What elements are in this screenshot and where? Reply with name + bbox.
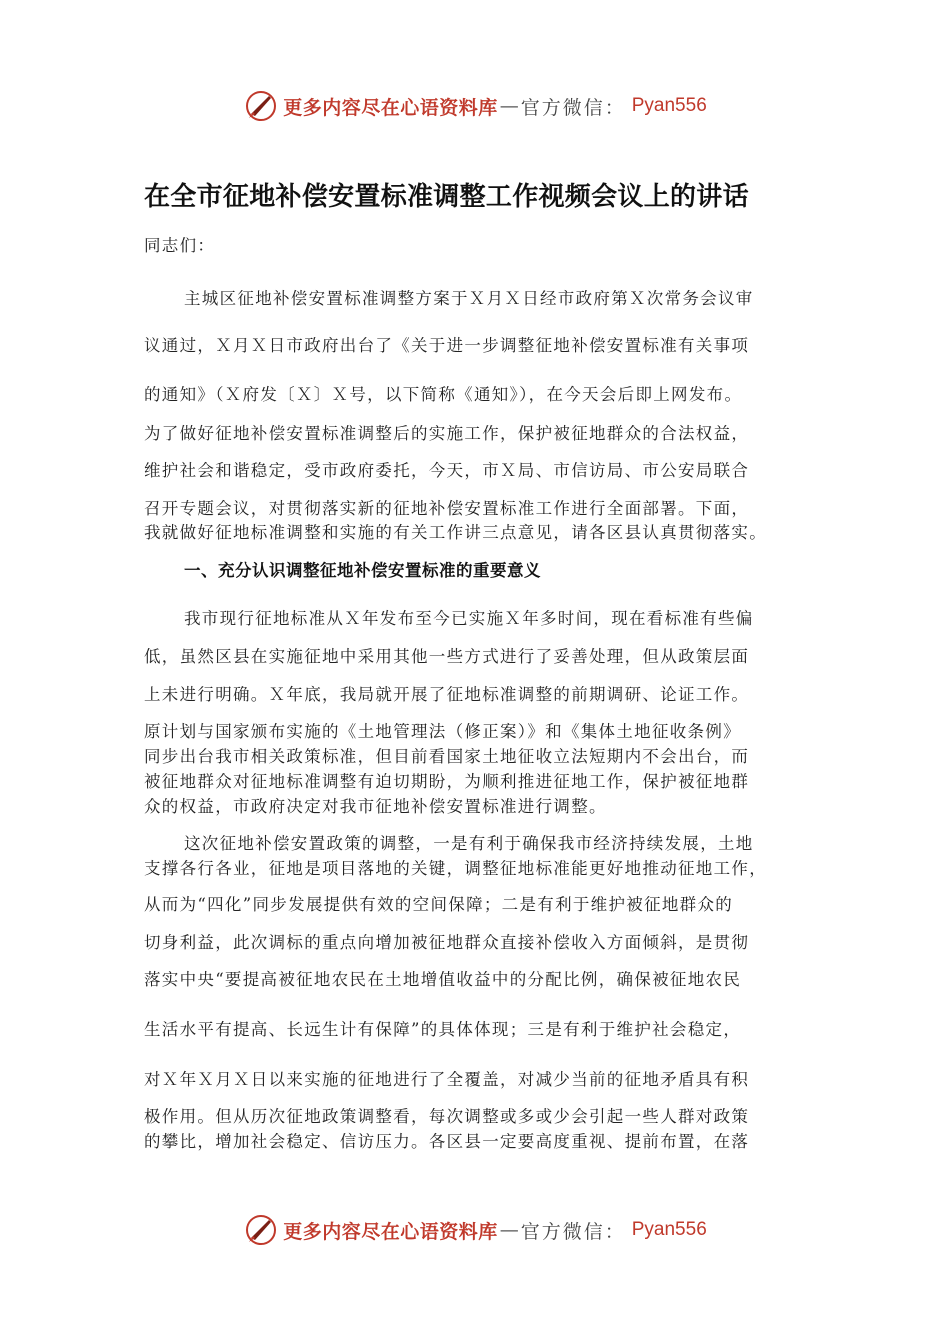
paragraph-line: 议通过，Ｘ月Ｘ日市政府出台了《关于进一步调整征地补偿安置标准有关事项 [144, 336, 750, 355]
paragraph-line: 我市现行征地标准从Ｘ年发布至今已实施Ｘ年多时间，现在看标准有些偏 [184, 609, 754, 628]
banner-label: 官方微信： [520, 1220, 626, 1243]
paragraph-line: 我就做好征地标准调整和实施的有关工作讲三点意见，请各区县认真贯彻落实。 [144, 523, 767, 542]
paragraph-line: 原计划与国家颁布实施的《土地管理法（修正案）》和《集体土地征收条例》 [144, 722, 741, 741]
paragraph-line: 召开专题会议，对贯彻落实新的征地补偿安置标准工作进行全面部署。下面， [144, 499, 750, 518]
paragraph-line: 支撑各行各业，征地是项目落地的关键，调整征地标准能更好地推动征地工作， [144, 859, 767, 878]
paragraph-line: 极作用。但从历次征地政策调整看，每次调整或多或少会引起一些人群对政策 [144, 1107, 750, 1126]
quill-pen-logo-icon [243, 88, 279, 124]
document-title: 在全市征地补偿安置标准调整工作视频会议上的讲话 [144, 182, 749, 212]
banner-dash: — [499, 95, 519, 117]
paragraph-line: 落实中央“要提高被征地农民在土地增值收益中的分配比例，确保被征地农民 [144, 970, 742, 989]
banner-label: 官方微信： [520, 96, 626, 119]
salutation-text: 同志们： [144, 236, 216, 255]
paragraph-line: 为了做好征地补偿安置标准调整后的实施工作，保护被征地群众的合法权益， [144, 424, 750, 443]
banner-main-text: 更多内容尽在心语资料库 [283, 1220, 498, 1243]
paragraph-line: 的攀比，增加社会稳定、信访压力。各区县一定要高度重视、提前布置，在落 [144, 1132, 750, 1151]
paragraph-line: 主城区征地补偿安置标准调整方案于Ｘ月Ｘ日经市政府第Ｘ次常务会议审 [184, 289, 754, 308]
paragraph-line: 上未进行明确。Ｘ年底，我局就开展了征地标准调整的前期调研、论证工作。 [144, 685, 750, 704]
banner-wechat-id: Pyan556 [631, 1219, 707, 1240]
paragraph-line: 这次征地补偿安置政策的调整，一是有利于确保我市经济持续发展，土地 [184, 834, 754, 853]
footer-banner [0, 1210, 950, 1250]
paragraph-line: 的通知》（Ｘ府发〔Ｘ〕Ｘ号，以下简称《通知》），在今天会后即上网发布。 [144, 385, 743, 404]
paragraph-line: 切身利益，此次调标的重点向增加被征地群众直接补偿收入方面倾斜，是贯彻 [144, 933, 750, 952]
paragraph-line: 众的权益，市政府决定对我市征地补偿安置标准进行调整。 [144, 797, 607, 816]
section-heading-1: 一、充分认识调整征地补偿安置标准的重要意义 [184, 561, 541, 580]
paragraph-line: 低，虽然区县在实施征地中采用其他一些方式进行了妥善处理，但从政策层面 [144, 647, 750, 666]
header-banner [0, 86, 950, 126]
quill-pen-logo-icon [243, 1212, 279, 1248]
paragraph-line: 同步出台我市相关政策标准，但目前看国家土地征收立法短期内不会出台，而 [144, 747, 750, 766]
paragraph-line: 从而为“四化”同步发展提供有效的空间保障；二是有利于维护被征地群众的 [144, 895, 734, 914]
paragraph-line: 生活水平有提高、长远生计有保障”的具体体现；三是有利于维护社会稳定， [144, 1020, 742, 1039]
paragraph-line: 维护社会和谐稳定，受市政府委托，今天，市Ｘ局、市信访局、市公安局联合 [144, 461, 750, 480]
paragraph-line: 被征地群众对征地标准调整有迫切期盼，为顺利推进征地工作，保护被征地群 [144, 772, 750, 791]
banner-dash: — [499, 1219, 519, 1241]
banner-wechat-id: Pyan556 [631, 95, 707, 116]
banner-main-text: 更多内容尽在心语资料库 [283, 96, 498, 119]
paragraph-line: 对Ｘ年Ｘ月Ｘ日以来实施的征地进行了全覆盖，对减少当前的征地矛盾具有积 [144, 1070, 750, 1089]
